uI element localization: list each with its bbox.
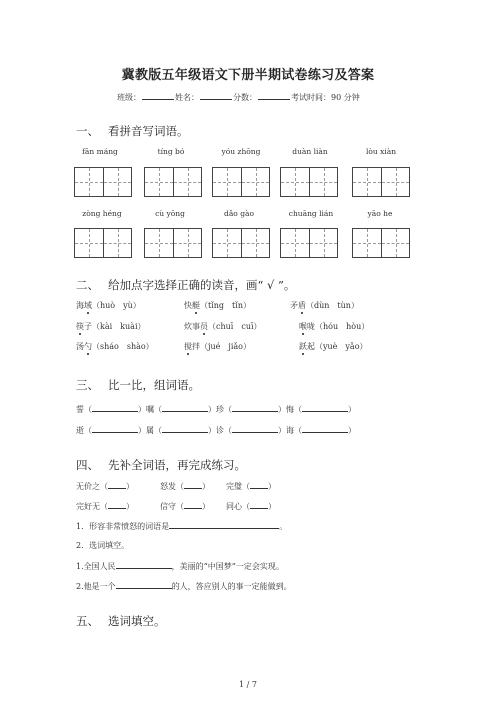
- section-3-heading: 三、 比一比，组词语。: [76, 378, 200, 392]
- answer-blank[interactable]: [232, 424, 278, 433]
- pinyin-2-5: yāo he: [367, 209, 393, 218]
- fill-item-2-2: 信守（ ）: [160, 502, 210, 511]
- writing-grid[interactable]: [74, 228, 132, 258]
- score-label: 分数：: [233, 93, 257, 102]
- section-2-heading: 二、 给加点字选择正确的读音，画“ √ ”。: [76, 278, 296, 292]
- pron-item-1-3[interactable]: 矛盾（dùn tùn）: [290, 301, 359, 310]
- answer-blank[interactable]: [162, 424, 208, 433]
- pron-item-2-2[interactable]: 炊事员（chuī cuī）: [184, 322, 262, 331]
- answer-blank[interactable]: [250, 500, 268, 509]
- pinyin-1-4: duàn liàn: [292, 147, 328, 156]
- fill-item-1-1: 无价之（ ）: [76, 482, 134, 491]
- fill-item-1-3: 完璧（ ）: [226, 482, 276, 491]
- fill-item-2-3: 同心（ ）: [226, 502, 276, 511]
- pinyin-2-1: zòng héng: [82, 209, 122, 218]
- time-text: 考试时间：90 分钟: [291, 93, 360, 102]
- section-5-heading: 五、 选词填空。: [76, 614, 166, 628]
- fill-item-1-2: 怒发（ ）: [160, 482, 210, 491]
- sentence-1: 1.全国人民 ，美丽的“中国梦”一定会实现。: [76, 562, 284, 571]
- section-1-heading: 一、 看拼音写词语。: [76, 124, 189, 138]
- compare-row-2: 逝（ ）属（ ）诊（ ）诲（ ）: [76, 426, 356, 435]
- answer-blank[interactable]: [162, 403, 208, 412]
- class-label: 班级：: [117, 93, 141, 102]
- student-info-line: [117, 91, 360, 103]
- answer-blank[interactable]: [232, 403, 278, 412]
- class-blank[interactable]: [142, 91, 174, 100]
- answer-blank[interactable]: [302, 403, 348, 412]
- writing-grid[interactable]: [212, 228, 270, 258]
- answer-blank[interactable]: [184, 480, 202, 489]
- answer-blank[interactable]: [184, 500, 202, 509]
- answer-blank[interactable]: [169, 520, 279, 529]
- pinyin-2-3: dǎo gào: [224, 209, 254, 218]
- name-label: 姓名：: [175, 93, 199, 102]
- section-4-heading: 四、 先补全词语，再完成练习。: [76, 458, 246, 472]
- question-2: 2．选词填空。: [76, 541, 130, 550]
- answer-blank[interactable]: [92, 424, 138, 433]
- writing-grid[interactable]: [280, 167, 338, 197]
- pron-item-2-3[interactable]: 喉咙（hóu hòu）: [299, 322, 370, 331]
- pinyin-1-5: lòu xiàn: [365, 147, 397, 156]
- writing-grid[interactable]: [74, 167, 132, 197]
- answer-blank[interactable]: [116, 560, 172, 569]
- question-1: 1．形容非常愤怒的词语是 。: [76, 522, 288, 531]
- answer-blank[interactable]: [108, 480, 126, 489]
- pinyin-2-4: chuāng lián: [288, 209, 334, 218]
- pinyin-1-3: yóu zhōng: [221, 147, 261, 156]
- pinyin-1-2: tíng bó: [157, 147, 185, 156]
- sentence-2: 2.他是一个 的人，答应别人的事一定能做到。: [76, 582, 292, 591]
- writing-grid[interactable]: [144, 167, 202, 197]
- compare-row-1: 誓（ ）嘱（ ）珍（ ）悔（ ）: [76, 405, 356, 414]
- writing-grid[interactable]: [352, 228, 410, 258]
- answer-blank[interactable]: [116, 580, 172, 589]
- answer-blank[interactable]: [250, 480, 268, 489]
- answer-blank[interactable]: [92, 403, 138, 412]
- fill-item-2-1: 完好无（ ）: [76, 502, 134, 511]
- answer-blank[interactable]: [108, 500, 126, 509]
- pron-item-2-1[interactable]: 筷子（kài kuài）: [76, 322, 146, 331]
- pron-item-1-1[interactable]: 海域（huò yù）: [76, 301, 141, 310]
- pron-item-1-2[interactable]: 快艇（tǐng tǐn）: [184, 301, 251, 310]
- writing-grid[interactable]: [212, 167, 270, 197]
- writing-grid[interactable]: [144, 228, 202, 258]
- name-blank[interactable]: [200, 91, 232, 100]
- score-blank[interactable]: [258, 91, 290, 100]
- pinyin-1-1: fān máng: [82, 147, 118, 156]
- answer-blank[interactable]: [302, 424, 348, 433]
- page-number: 1 / 7: [239, 680, 257, 689]
- writing-grid[interactable]: [352, 167, 410, 197]
- pron-item-3-1[interactable]: 汤勺（sháo shào）: [76, 342, 154, 351]
- pron-item-3-2[interactable]: 搅拌（jué jiǎo）: [184, 342, 251, 351]
- pron-item-3-3[interactable]: 跃起（yuè yǎo）: [299, 342, 368, 351]
- document-title: 冀教版五年级语文下册半期试卷练习及答案: [121, 68, 375, 83]
- writing-grid[interactable]: [280, 228, 338, 258]
- pinyin-2-2: cù yōng: [155, 209, 185, 218]
